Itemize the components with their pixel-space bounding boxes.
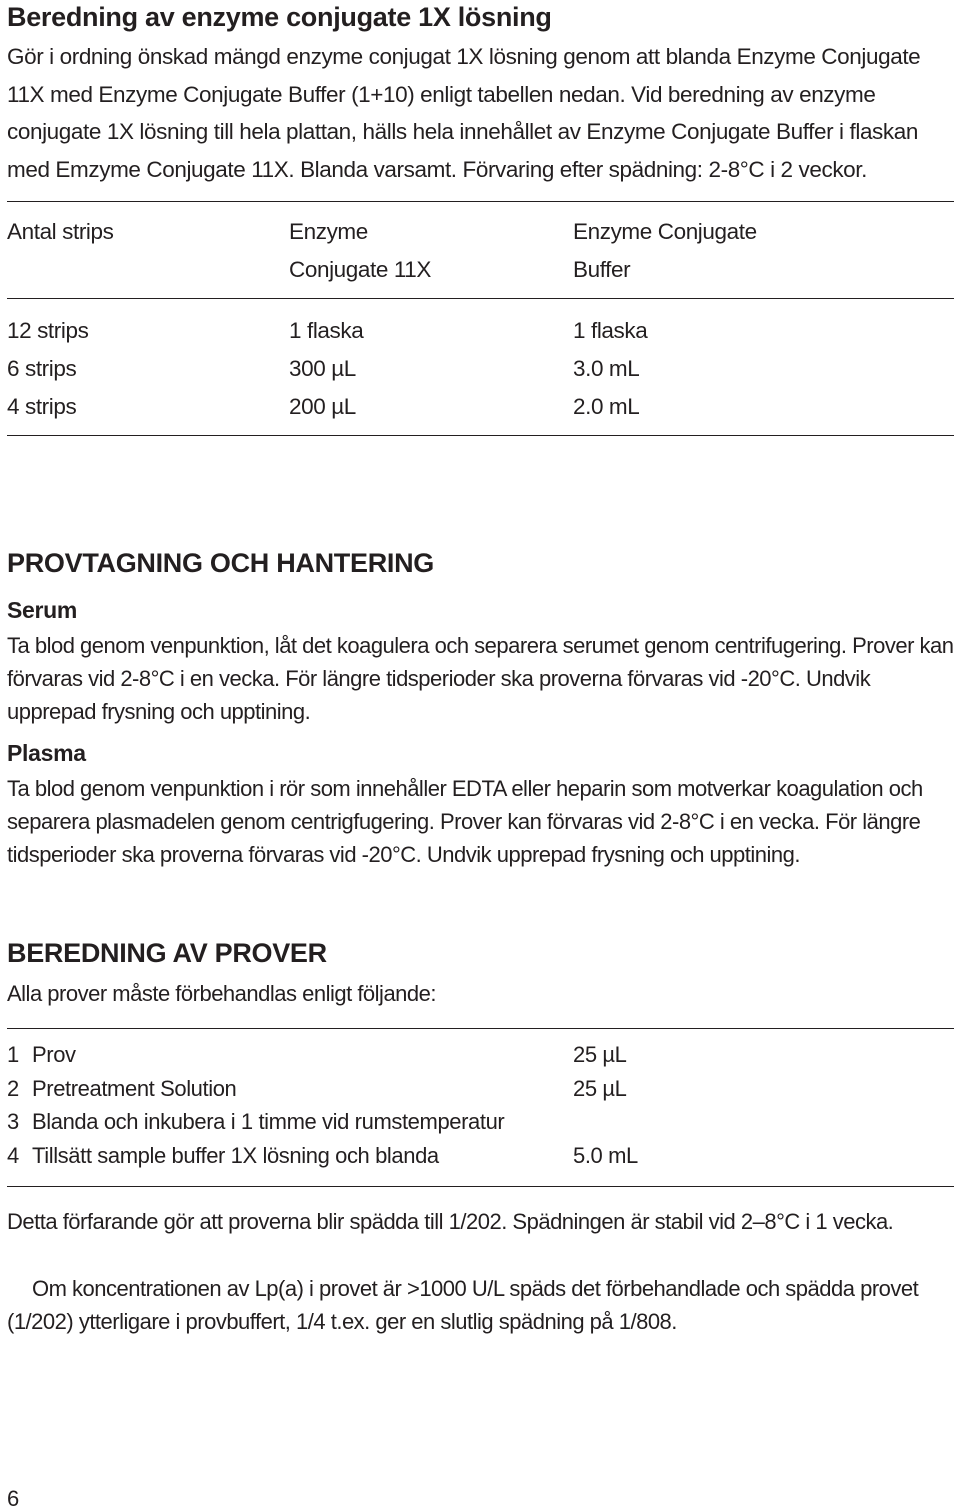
table-cell: 1 flaska [573,318,648,343]
table-cell: 3.0 mL [573,356,640,381]
step-number: 3 [7,1109,19,1134]
dilution-note: Detta förfarande gör att proverna blir spädda till 1/202. Spädningen är stabil vid 2–8°C i 1 vecka. [7,1209,894,1234]
table-top-rule [7,201,954,202]
table-header-antal-strips: Antal strips [7,219,114,244]
enzyme-paragraph: Gör i ordning önskad mängd enzyme conjugat 1X lösning genom att blanda Enzyme Conjugate 11X med Enzyme Conjugate Buffer (1+10) enligt tabellen nedan. Vid beredning av enzyme conjugate 1X lösning till hela plattan, hälls hela innehållet av Enzyme Conjugate Buffer i flaskan med Emzyme Conjugate 11X. Blanda varsamt. Förvaring efter spädning: 2-8°C i 2 veckor. [7,44,921,182]
step-number: 4 [7,1143,19,1168]
steps-top-rule [7,1028,954,1029]
table-header-buffer-line1: Enzyme Conjugate [573,219,757,244]
step-text: Pretreatment Solution [32,1076,237,1101]
table-cell: 200 µL [289,394,356,419]
beredning-intro: Alla prover måste förbehandlas enligt följande: [7,981,436,1006]
table-header-buffer-line2: Buffer [573,257,631,282]
table-cell: 2.0 mL [573,394,640,419]
concentration-note: Om koncentrationen av Lp(a) i provet är >1000 U/L späds det förbehandlade och spädda provet (1/202) ytterligare i provbuffert, 1/4 t.ex. ger en slutlig spädning på 1/808. [7,1276,919,1334]
table-header-enzyme-line1: Enzyme [289,219,368,244]
step-amount: 5.0 mL [573,1143,638,1168]
enzyme-section-title: Beredning av enzyme conjugate 1X lösning [7,2,552,32]
step-text: Blanda och inkubera i 1 timme vid rumstemperatur [32,1109,505,1134]
plasma-paragraph: Ta blod genom venpunktion i rör som innehåller EDTA eller heparin som motverkar koagulation och separera plasmadelen genom centrigfugering. Prover kan förvaras vid 2-8°C i en vecka. För längre tidsperioder ska proverna förvaras vid -20°C. Undvik upprepad frysning och upptining. [7,776,923,867]
step-number: 2 [7,1076,19,1101]
table-bottom-rule [7,435,954,436]
provtagning-section-title: PROVTAGNING OCH HANTERING [7,548,435,578]
step-number: 1 [7,1042,19,1067]
serum-heading: Serum [7,597,78,623]
step-amount: 25 µL [573,1042,627,1067]
serum-paragraph: Ta blod genom venpunktion, låt det koagulera och separera serumet genom centrifugering. Prover kan förvaras vid 2-8°C i en vecka. För längre tidsperioder ska proverna förvaras vid -20°C. Undvik upprepad frysning och upptining. [7,633,954,724]
table-cell: 12 strips [7,318,89,343]
step-text: Prov [32,1042,76,1067]
table-cell: 1 flaska [289,318,364,343]
table-header-enzyme-line2: Conjugate 11X [289,257,431,282]
table-header-rule [7,298,954,299]
step-amount: 25 µL [573,1076,627,1101]
step-text: Tillsätt sample buffer 1X lösning och blanda [32,1143,439,1168]
table-cell: 300 µL [289,356,356,381]
page-number: 6 [7,1486,20,1511]
table-cell: 6 strips [7,356,77,381]
plasma-heading: Plasma [7,740,86,766]
steps-bottom-rule [7,1186,954,1187]
table-cell: 4 strips [7,394,77,419]
beredning-section-title: BEREDNING AV PROVER [7,938,327,968]
